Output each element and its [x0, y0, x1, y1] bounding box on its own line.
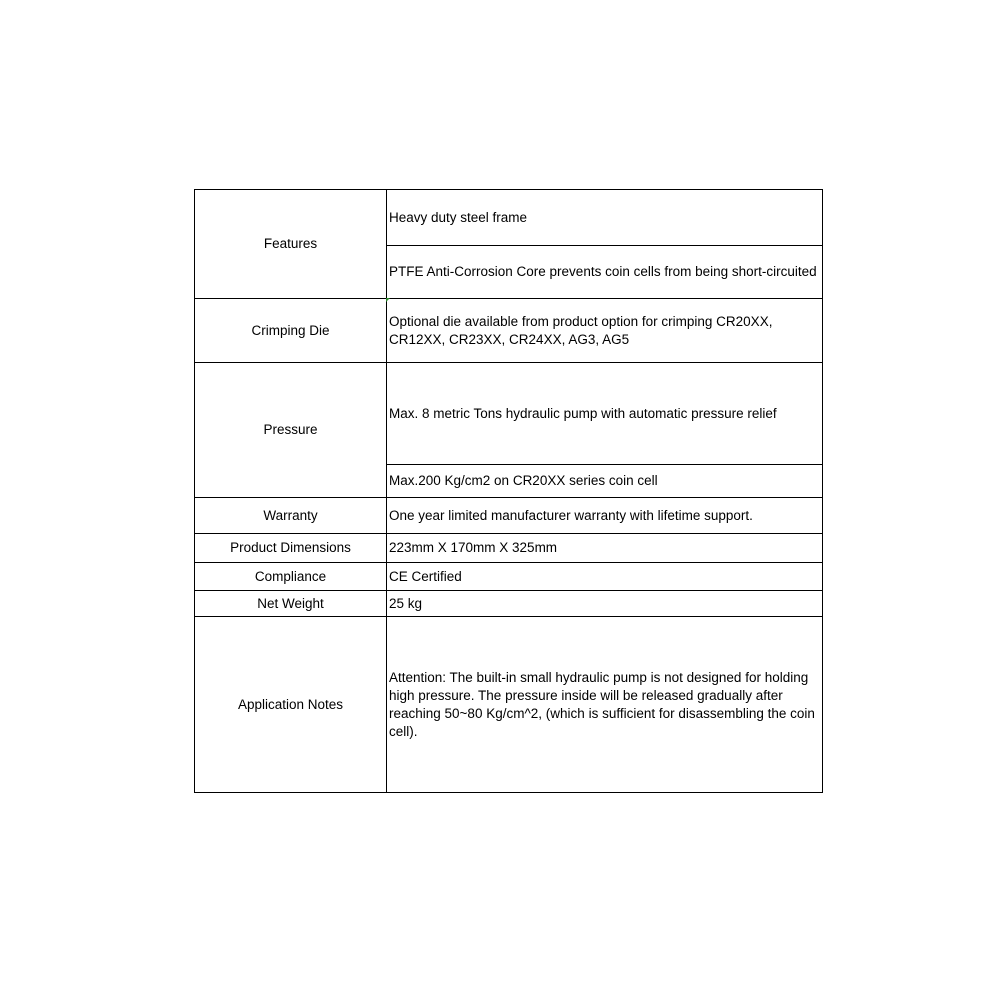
- row-value-application-notes: Attention: The built-in small hydraulic pump is not designed for holding high pressure. The pressure inside will be released gradually after reaching 50~80 Kg/cm^2, (which is sufficient for disassembling the coin cell).: [387, 617, 823, 793]
- row-value-product-dimensions: 223mm X 170mm X 325mm: [387, 534, 823, 563]
- row-label-compliance: Compliance: [195, 563, 387, 591]
- row-value-crimping-die: Optional die available from product option for crimping CR20XX, CR12XX, CR23XX, CR24XX, AG3, AG5: [387, 299, 823, 363]
- row-label-pressure: Pressure: [195, 363, 387, 498]
- table-row-pressure: [195, 363, 823, 465]
- row-label-warranty: Warranty: [195, 498, 387, 534]
- row-value-warranty: One year limited manufacturer warranty with lifetime support.: [387, 498, 823, 534]
- table-row-net-weight: [195, 591, 823, 617]
- table-row-warranty: [195, 498, 823, 534]
- table-row-features: [195, 190, 823, 246]
- row-label-crimping-die: Crimping Die: [195, 299, 387, 363]
- row-value-pressure-2: Max.200 Kg/cm2 on CR20XX series coin cell: [387, 465, 823, 498]
- cell-comment-marker: [386, 298, 390, 302]
- row-label-features: Features: [195, 190, 387, 299]
- row-label-application-notes: Application Notes: [195, 617, 387, 793]
- table-row-compliance: [195, 563, 823, 591]
- row-label-product-dimensions: Product Dimensions: [195, 534, 387, 563]
- row-value-net-weight: 25 kg: [387, 591, 823, 617]
- spec-table: [194, 189, 823, 793]
- row-label-net-weight: Net Weight: [195, 591, 387, 617]
- table-row-product-dimensions: [195, 534, 823, 563]
- row-value-pressure-1: Max. 8 metric Tons hydraulic pump with automatic pressure relief: [387, 363, 823, 465]
- row-value-features-2: PTFE Anti-Corrosion Core prevents coin cells from being short-circuited: [387, 246, 823, 299]
- table-row-crimping-die: [195, 299, 823, 363]
- row-value-compliance: CE Certified: [387, 563, 823, 591]
- row-value-features-1: Heavy duty steel frame: [387, 190, 823, 246]
- table-row-application-notes: [195, 617, 823, 793]
